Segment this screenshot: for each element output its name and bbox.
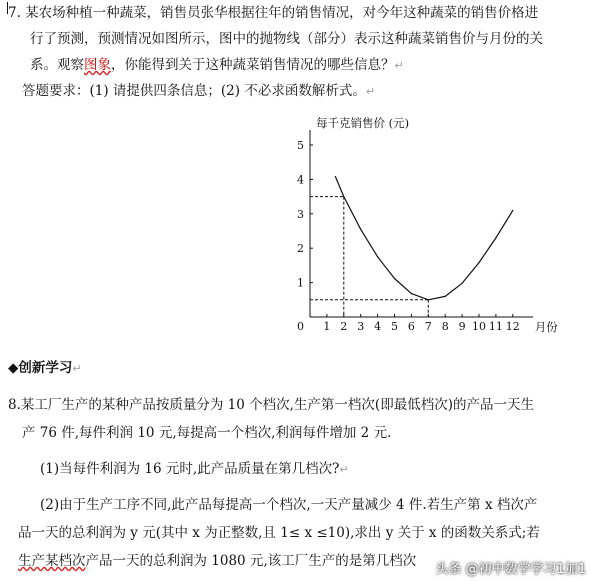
data-point <box>360 229 361 230</box>
q8-line-1: 8.某工厂生产的某种产品按质量分为 10 个档次,生产第一档次(即最低档次)的产品一天生 <box>8 397 534 413</box>
q7-line-3: 系。观察图象，你能得到关于这种蔬菜销售情况的哪些信息？↵ <box>30 57 404 73</box>
y-axis-title: 每千克销售价 (元) <box>316 116 410 130</box>
x-tick-label: 6 <box>407 320 415 333</box>
x-tick-label: 1 <box>323 320 331 333</box>
x-tick-label: 2 <box>340 320 348 333</box>
y-tick-label: 4 <box>297 173 304 187</box>
section-heading: ◆创新学习↵ <box>8 360 82 376</box>
x-tick-label: 10 <box>472 320 486 333</box>
q8-part-1: (1)当每件利润为 16 元时,此产品质量在第几档次?↵ <box>40 461 349 477</box>
origin-label: 0 <box>297 320 304 333</box>
y-tick-label: 5 <box>297 139 304 152</box>
x-tick-label: 11 <box>488 320 503 333</box>
y-tick-label: 2 <box>297 242 304 256</box>
data-point <box>411 293 412 294</box>
price-curve <box>335 177 512 300</box>
spellcheck-phrase: 生产某档次 <box>18 553 86 569</box>
x-tick-label: 8 <box>441 320 449 333</box>
data-point <box>335 176 336 177</box>
x-tick-label: 4 <box>374 320 382 333</box>
data-point <box>495 237 496 238</box>
q7-line-4: 答题要求：(1) 请提供四条信息；(2) 不必求函数解析式。↵ <box>22 83 376 99</box>
paragraph-mark: ↵ <box>72 362 82 375</box>
x-tick-label: 9 <box>458 320 466 333</box>
x-tick-label: 3 <box>357 320 365 333</box>
data-point <box>478 262 479 263</box>
y-tick-label: 3 <box>297 207 304 221</box>
data-point <box>512 210 513 211</box>
x-tick-label: 12 <box>505 320 520 333</box>
data-point <box>462 283 463 284</box>
x-axis-title: 月份 <box>534 320 558 334</box>
x-tick-label: 7 <box>424 320 432 333</box>
paragraph-mark: ↵ <box>339 463 349 476</box>
data-point <box>445 296 446 297</box>
q7-line-1: 7. 某农场种植一种蔬菜，销售员张华根据往年的销售情况，对今年这种蔬菜的销售价格进 <box>8 5 539 21</box>
q7-line-2: 行了预测，预测情况如图所示，图中的抛物线（部分）表示这种蔬菜销售价与月份的关 <box>30 31 543 47</box>
q8-line-4: 生产某档次产品一天的总利润为 1080 元,该工厂生产的是第几档次 <box>18 553 417 569</box>
x-tick-label: 5 <box>391 320 398 333</box>
data-point <box>428 299 429 300</box>
q8-part-2: (2)由于生产工序不同,此产品每提高一个档次,一天产量减少 4 件.若生产第 x 档次产 <box>40 497 538 513</box>
q8-line-2: 产 76 件,每件利润 10 元,每提高一个档次,利润每件增加 2 元. <box>22 425 392 441</box>
data-point <box>377 256 378 257</box>
q8-line-3: 品一天的总利润为 y 元(其中 x 为正整数,且 1≤ x ≤10),求出 y 关于 x 的函数关系式;若 <box>18 525 540 541</box>
paragraph-mark: ↵ <box>394 59 404 72</box>
data-point <box>343 196 344 197</box>
paragraph-mark: ↵ <box>365 85 376 98</box>
y-tick-label: 1 <box>297 276 304 290</box>
spellcheck-word: 图象 <box>84 57 111 73</box>
watermark: 头条 @初中数学学习1加1 <box>435 562 586 577</box>
data-point <box>394 278 395 279</box>
